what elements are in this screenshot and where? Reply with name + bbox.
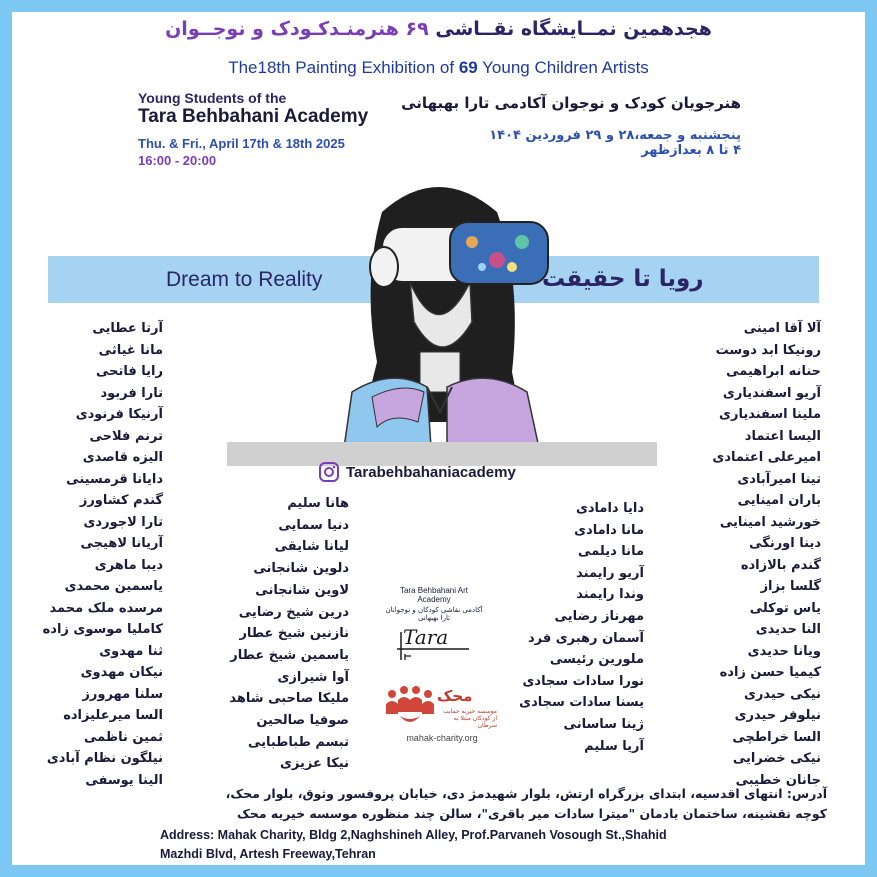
names-column-mid-left <box>227 493 349 775</box>
artist-name: جانان خطیبی <box>735 772 821 788</box>
artist-name: نیکان مهدوی <box>80 665 163 680</box>
artist-name: ژینا ساسانی <box>563 716 644 732</box>
info-en-academy: Tara Behbahani Academy <box>138 106 369 127</box>
address-english <box>160 826 760 864</box>
artist-name: لاوین شانجانی <box>255 582 349 598</box>
artist-name: نیکی خضرایی <box>732 751 821 766</box>
address-fa-line1: آدرس: انتهای اقدسیه، ابتدای بزرگراه ارتش، بلوار شهیدمژ دی، خیابان پروفسور وثوق، بلوار محک، <box>225 786 827 801</box>
artist-name: السا میرعلیزاده <box>63 708 163 723</box>
artist-name: دینا اورنگی <box>749 536 821 551</box>
title-fa-part2: هنرمنـدکـودک و نوجــوان <box>165 18 399 40</box>
svg-text:Tara: Tara <box>403 625 449 649</box>
artist-name: نیکی حیدری <box>743 686 821 702</box>
info-english <box>138 90 368 168</box>
title-en-18: 18 <box>257 58 277 77</box>
info-fa-line1: هنرجویان کودک و نوجوان آکادمی تارا بهبهانی <box>401 94 741 112</box>
artist-name: یسنا سادات سجادی <box>519 695 644 711</box>
title-en-part1: The <box>228 58 258 77</box>
artist-name: آلا آقا امینی <box>743 321 821 336</box>
artist-name: رایا فاتحی <box>95 364 163 379</box>
artist-name: مانا غیاثی <box>98 342 163 358</box>
artist-name: دنیا سمایی <box>278 517 349 533</box>
title-english <box>12 58 865 78</box>
artist-name: گلسا بزاز <box>760 579 821 594</box>
instagram-link[interactable] <box>318 461 516 483</box>
mahak-name: محک <box>437 687 473 705</box>
artist-name: امیرعلی اعتمادی <box>712 450 821 465</box>
artist-name: گندم کشاورز <box>79 493 163 508</box>
artist-name: نیکا عزیزی <box>279 756 349 772</box>
info-persian <box>401 94 741 158</box>
address-en-line1: Address: Mahak Charity, Bldg 2,Naghshineh Alley, Prof.Parvaneh Vosough St.,Shahid <box>160 828 667 842</box>
artist-name: آریو اسفندیاری <box>722 385 821 401</box>
artist-name: الیسا اعتماد <box>744 428 821 444</box>
poster <box>12 12 865 865</box>
academy-logo <box>384 586 484 666</box>
artist-name: ثنا مهدوی <box>99 643 163 659</box>
artist-name: یاسمین شیخ عطار <box>230 647 349 663</box>
artist-name: هانا سلیم <box>287 496 349 511</box>
artist-name: گندم بالازاده <box>740 557 821 573</box>
artist-name: آرتا عطایی <box>92 321 163 336</box>
artist-name: مهرناز رضایی <box>554 608 644 624</box>
artist-name: تارا لاجوردی <box>83 514 163 530</box>
title-en-69: 69 <box>458 58 478 77</box>
artist-name: ملینا اسفندیاری <box>719 407 821 422</box>
artist-name: ویانا حدیدی <box>747 643 821 659</box>
artist-name: النا حدیدی <box>755 622 821 637</box>
title-fa-part1: هجدهمین نمــایشگاه نقــاشی <box>435 18 712 40</box>
address-en-line2: Mazhdi Blvd, Artesh Freeway,Tehran <box>160 847 376 861</box>
artist-name: یاسمین محمدی <box>64 579 163 594</box>
artist-name: نیلوفر حیدری <box>734 708 821 723</box>
artist-name: الیزه قاصدی <box>82 450 163 465</box>
info-en-line1: Young Students of the <box>138 90 287 106</box>
academy-name-en: Tara Behbahani Art Academy <box>399 586 469 604</box>
artist-name: آریانا لاهیجی <box>80 536 163 551</box>
artist-name: ملورین رئیسی <box>549 652 644 668</box>
artist-name: آوا شیرازی <box>277 669 349 685</box>
mahak-people-icon <box>384 684 436 730</box>
artist-name: حنانه ابراهیمی <box>726 364 821 379</box>
info-fa-date: پنجشنبه و جمعه،۲۸ و ۲۹ فروردین ۱۴۰۴ <box>489 128 741 143</box>
artist-name: ترنم فلاحی <box>89 428 163 444</box>
artist-name: صوفیا صالحین <box>256 713 349 729</box>
academy-name-fa: آکادمی نقاشی کودکان و نوجوانان تارا بهبهانی <box>385 606 483 622</box>
artist-name: آسمان رهبری فرد <box>527 630 644 646</box>
artist-name: تارا فربود <box>100 385 163 401</box>
artist-name: مانا دیلمی <box>578 544 644 560</box>
banner-persian: رویا تا حقیقت <box>542 266 704 292</box>
artist-name: نازنین شیخ عطار <box>239 626 349 642</box>
artist-name: نیلگون نظام آبادی <box>46 751 163 766</box>
artist-name: تینا امیرآبادی <box>737 471 821 487</box>
artist-name: الینا یوسفی <box>85 772 163 788</box>
info-en-time: 16:00 - 20:00 <box>138 153 217 168</box>
artist-name: کیمیا حسن زاده <box>719 665 821 680</box>
artist-name: دیبا ماهری <box>94 557 163 573</box>
instagram-icon <box>318 461 340 483</box>
mahak-subtitle: موسسه خیریه حمایت از کودکان مبتلا به سرطان <box>442 708 497 729</box>
artist-name: السا خراطچی <box>732 729 821 745</box>
tara-signature-logo <box>389 622 479 662</box>
names-column-mid-right <box>519 498 644 757</box>
artist-name: کاملیا موسوی زاده <box>42 622 163 637</box>
artist-name: دایانا قرمسینی <box>66 471 163 487</box>
names-column-left <box>42 318 163 791</box>
artist-name: دایا دامادی <box>575 501 644 516</box>
artist-name: وندا رایمند <box>576 587 644 603</box>
artist-name: لیانا شایقی <box>274 539 349 555</box>
info-en-date: Thu. & Fri., April 17th & 18th 2025 <box>138 136 345 151</box>
artist-name: باران امینایی <box>737 493 821 508</box>
banner-english: Dream to Reality <box>166 268 323 291</box>
artist-name: درین شیخ رضایی <box>238 604 349 620</box>
artist-name: سلنا مهرورز <box>82 686 163 702</box>
vr-girl-illustration <box>322 172 554 462</box>
artist-name: مانا دامادی <box>574 522 644 538</box>
artist-name: نورا سادات سجادی <box>522 673 644 689</box>
mahak-url[interactable]: mahak-charity.org <box>406 733 478 743</box>
address-persian <box>127 784 827 824</box>
artist-name: آریا سلیم <box>584 738 644 754</box>
artist-name: دلوین شانجانی <box>253 561 349 577</box>
artist-name: خورشید امینایی <box>719 514 821 530</box>
title-en-part2: th Painting Exhibition of <box>276 58 459 77</box>
artist-name: رونیکا ابد دوست <box>715 342 821 358</box>
artist-name: ملیکا صاحبی شاهد <box>229 691 349 707</box>
names-column-right <box>621 318 821 791</box>
artist-name: تبسم طباطبایی <box>247 734 349 750</box>
artist-name: آریو رایمند <box>576 565 644 581</box>
info-fa-time: ۴ تا ۸ بعدازظهر <box>641 143 741 158</box>
artist-name: یاس توکلی <box>749 600 821 616</box>
instagram-handle: Tarabehbahaniacademy <box>346 463 516 481</box>
title-en-part3: Young Children Artists <box>477 58 649 77</box>
artist-name: مرسده ملک محمد <box>49 600 163 616</box>
artist-name: ثمین ناظمی <box>83 729 163 745</box>
title-fa-number: ۶۹ <box>405 18 429 40</box>
address-fa-line2: کوچه نقشینه، ساختمان یادمان "میترا سادات میر باقری"، سالن چند منظوره موسسه خیریه محک <box>237 806 827 821</box>
artist-name: آرنیکا فرنودی <box>75 407 163 422</box>
title-persian <box>12 18 865 40</box>
